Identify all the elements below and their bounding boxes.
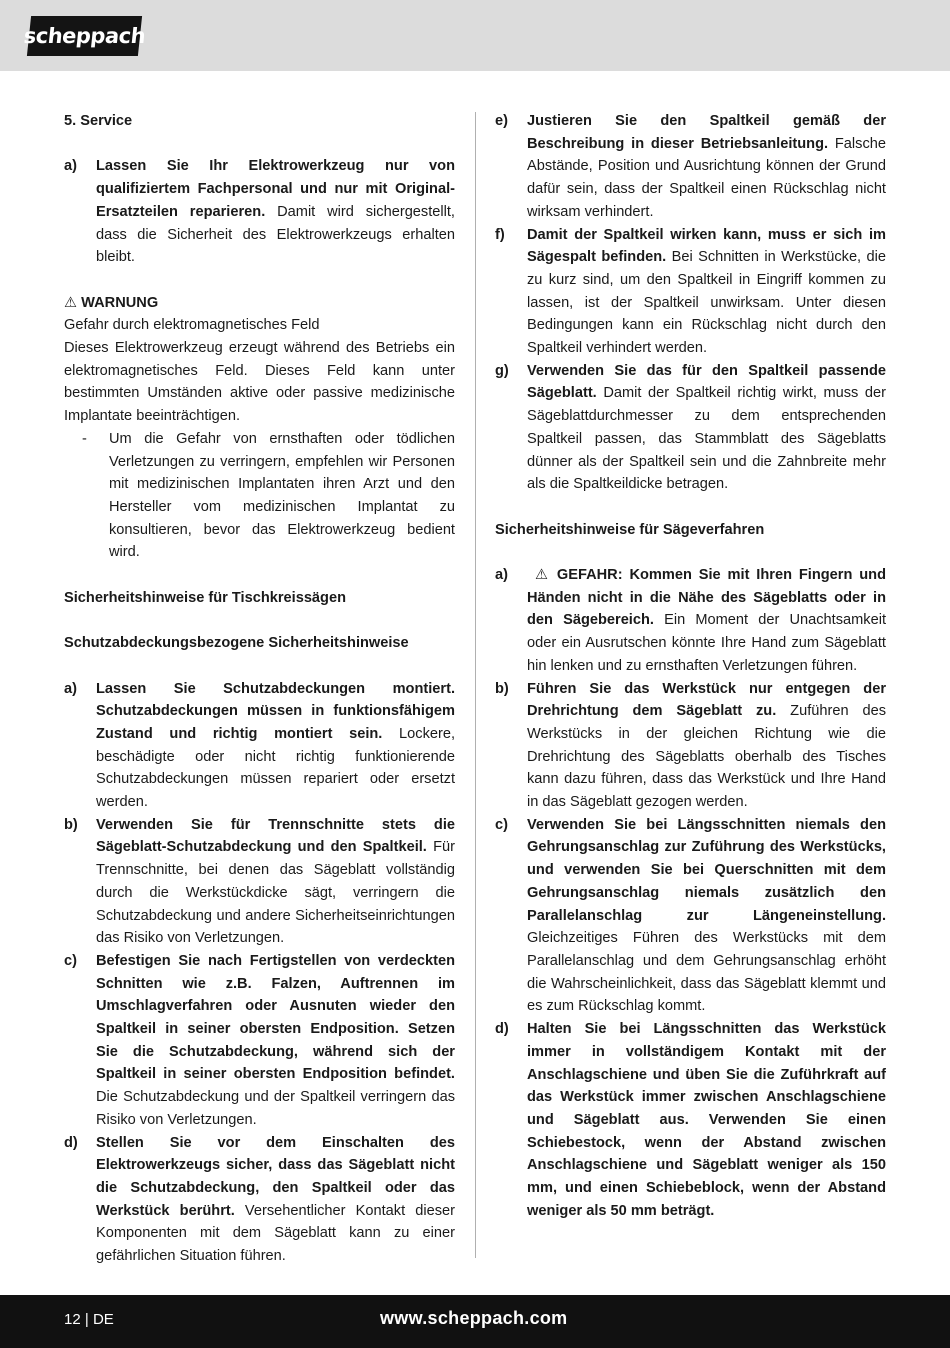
item-bold-text: Verwenden Sie das für den Spaltkeil passende Sägeblatt.: [527, 362, 886, 402]
column-divider: [475, 112, 476, 1258]
list-item: [495, 564, 886, 678]
item-label: c): [495, 816, 508, 833]
item-bold-text: Lassen Sie Schutzabdeckungen montiert. Schutzabdeckungen müssen in funktionsfähigem Zustand und richtig montiert sein.: [96, 680, 455, 742]
service-item-a: [64, 155, 455, 269]
list-item: [495, 224, 886, 360]
item-label: d): [495, 1021, 509, 1038]
dash-mark: -: [82, 430, 87, 447]
table-saw-heading: Sicherheitshinweise für Tischkreissägen: [64, 589, 346, 606]
warning-dash-item: [64, 428, 455, 564]
item-text: Gleichzeitiges Führen des Werkstücks mit dem Parallelanschlag und dem Gehrungsanschlag erhöht die Wahrscheinlichkeit, dass das Sägeblatt klemmt und es zum Rückschlag kommt.: [527, 930, 886, 1015]
item-bold-text: Halten Sie bei Längsschnitten das Werkstück immer in vollständigem Kontakt mit der Anschlagschiene und üben Sie die Zuführkraft auf das Werkstück immer zwischen Anschlagschiene und Sägeblatt aus. Verwenden Sie einen Schiebestock, wenn der Abstand zwischen Anschlagschiene und Sägeblatt weniger als 150 mm, und einen Schiebeblock, wenn der Abstand weniger als 50 mm beträgt.: [527, 1021, 886, 1219]
page-number: [64, 1311, 114, 1328]
item-bold-text: Stellen Sie vor dem Einschalten des Elektrowerkzeugs sicher, dass das Sägeblatt nicht die Schutzabdeckung, den Spaltkeil oder das Werkstück berührt.: [96, 1134, 455, 1219]
list-item: [64, 678, 455, 814]
item-label: c): [64, 952, 77, 969]
item-bold-text: Befestigen Sie nach Fertigstellen von verdeckten Schnitten wie z.B. Falzen, Auftrennen im Umschlagverfahren oder Ausnuten wieder den Spaltkeil in seiner obersten Endposition. Setzen Sie die Schutzabdeckung, während sich der Spaltkeil in seiner obersten Endposition befindet.: [96, 952, 455, 1083]
website-link[interactable]: www.scheppach.com: [380, 1308, 568, 1328]
warning-paragraph: Dieses Elektrowerkzeug erzeugt während des Betriebs ein elektromagnetisches Feld. Dieses Feld kann unter bestimmten Umständen aktive oder passive medizinische Implantate beeinträchtigen.: [64, 340, 455, 425]
item-label: a): [64, 680, 77, 697]
procedure-heading: Sicherheitshinweise für Sägeverfahren: [495, 521, 765, 538]
list-item: [64, 814, 455, 950]
page-header: [0, 0, 950, 71]
warning-triangle-icon: ⚠: [64, 294, 78, 311]
item-bold-text: Verwenden Sie für Trennschnitte stets die Sägeblatt-Schutzabdeckung und den Spaltkeil.: [96, 816, 455, 856]
item-text: Damit der Spaltkeil richtig wirkt, muss der Sägeblattdurchmesser zu dem entsprechenden Spaltkeil passen, das Stammblatt des Sägeblatts dünner als der Spaltkeil sein und die Zahnbreite mehr als die Spaltkeildicke betragen.: [527, 385, 886, 493]
list-item: [495, 678, 886, 814]
page-footer: [0, 1295, 950, 1348]
item-text: Zuführen des Werkstücks in der gleichen Richtung wie die Drehrichtung des Sägeblatts oberhalb des Tisches kann dazu führen, dass das Werkstück und Ihre Hand in das Sägeblatt gezogen werden.: [527, 703, 886, 811]
warning-title: [64, 292, 455, 315]
list-item: [64, 950, 455, 1132]
item-text: Für Trennschnitte, bei denen das Sägeblatt vollständig durch die Werkstückdicke sägt, verringern die Schutzabdeckung und andere Sicherheitseinrichtungen das Risiko von Verletzungen.: [96, 839, 455, 947]
item-bold-text: Damit der Spaltkeil wirken kann, muss er sich im Sägespalt befinden.: [527, 226, 886, 266]
item-bold-text: Justieren Sie den Spaltkeil gemäß der Beschreibung in dieser Betriebsanleitung.: [527, 113, 886, 152]
brand-logo: [22, 16, 147, 56]
language-code: DE: [92, 1311, 114, 1328]
warning-line: Gefahr durch elektromagnetisches Feld: [64, 317, 320, 334]
item-bold-text: Führen Sie das Werkstück nur entgegen der Drehrichtung dem Sägeblatt zu.: [527, 680, 886, 720]
service-heading: 5. Service: [64, 113, 133, 129]
item-label: b): [495, 680, 509, 697]
item-text: Ein Moment der Unachtsamkeit oder ein Ausrutschen könnte Ihre Hand zum Sägeblatt hin lenken und zu ernsthaften Verletzungen führen.: [527, 612, 886, 674]
danger-triangle-icon: ⚠: [535, 567, 551, 584]
item-text: Versehentlicher Kontakt dieser Komponenten mit dem Sägeblatt kann zu einer gefährlichen Situation führen.: [96, 1202, 456, 1265]
page-number-value: 12: [64, 1311, 81, 1328]
item-bold-text: GEFAHR: Kommen Sie mit Ihren Fingern und Händen nicht in die Nähe des Sägeblatts oder in den Sägebereich.: [527, 567, 886, 629]
footer-separator: |: [84, 1311, 89, 1328]
item-text: Damit wird sichergestellt, dass die Sicherheit des Elektrowerkzeugs erhalten bleibt.: [96, 203, 455, 266]
item-text: Bei Schnitten in Werkstücke, die zu kurz sind, um den Spaltkeil in Eingriff kommen zu lassen, ist der Spaltkeil unwirksam. Unter diesen Bedingungen kann ein Rückschlag nicht durch den Spaltkeil verhindert werden.: [527, 249, 886, 357]
warning-title-text: WARNUNG: [81, 294, 159, 311]
brand-logo-text: scheppach: [22, 24, 147, 48]
list-item: [64, 1132, 455, 1268]
list-item: [495, 110, 886, 224]
dash-text: Um die Gefahr von ernsthaften oder tödlichen Verletzungen zu verringern, empfehlen wir Personen mit medizinischen Implantaten ihren Arzt und den Hersteller vom medizinischen Implantat zu konsultieren, bevor das Elektrowerkzeug bedient wird.: [109, 430, 455, 561]
item-text: Die Schutzabdeckung und der Spaltkeil verringern das Risiko von Verletzungen.: [96, 1089, 455, 1128]
list-item: [495, 814, 886, 1018]
list-item: [495, 360, 886, 496]
item-bold-text: Verwenden Sie bei Längsschnitten niemals den Gehrungsanschlag zur Zuführung des Werkstücks, und verwenden Sie bei Querschnitten mit dem Gehrungsanschlag niemals zusätzlich den Parallelanschlag zur Längeneinstellung.: [527, 816, 886, 924]
item-label: b): [64, 816, 78, 833]
left-column: [64, 110, 455, 1268]
item-label: a): [495, 567, 508, 584]
item-label: e): [495, 113, 508, 129]
list-item: [495, 1018, 886, 1222]
item-bold-text: Lassen Sie Ihr Elektrowerkzeug nur von qualifiziertem Fachpersonal und nur mit Original-Ersatzteilen reparieren.: [96, 158, 455, 220]
item-label: d): [64, 1134, 78, 1151]
right-column: [495, 110, 886, 1222]
item-label: g): [495, 362, 509, 379]
guard-heading: Schutzabdeckungsbezogene Sicherheitshinweise: [64, 635, 409, 652]
item-label: a): [64, 158, 77, 175]
item-text: Lockere, beschädigte oder nicht richtig funktionierende Schutzabdeckungen müssen repariert oder ersetzt werden.: [96, 725, 456, 811]
item-label: f): [495, 226, 505, 243]
item-text: Falsche Abstände, Position und Ausrichtung können der Grund dafür sein, dass der Spaltkeil einen Rückschlag nicht wirksam verhindert.: [527, 135, 886, 220]
